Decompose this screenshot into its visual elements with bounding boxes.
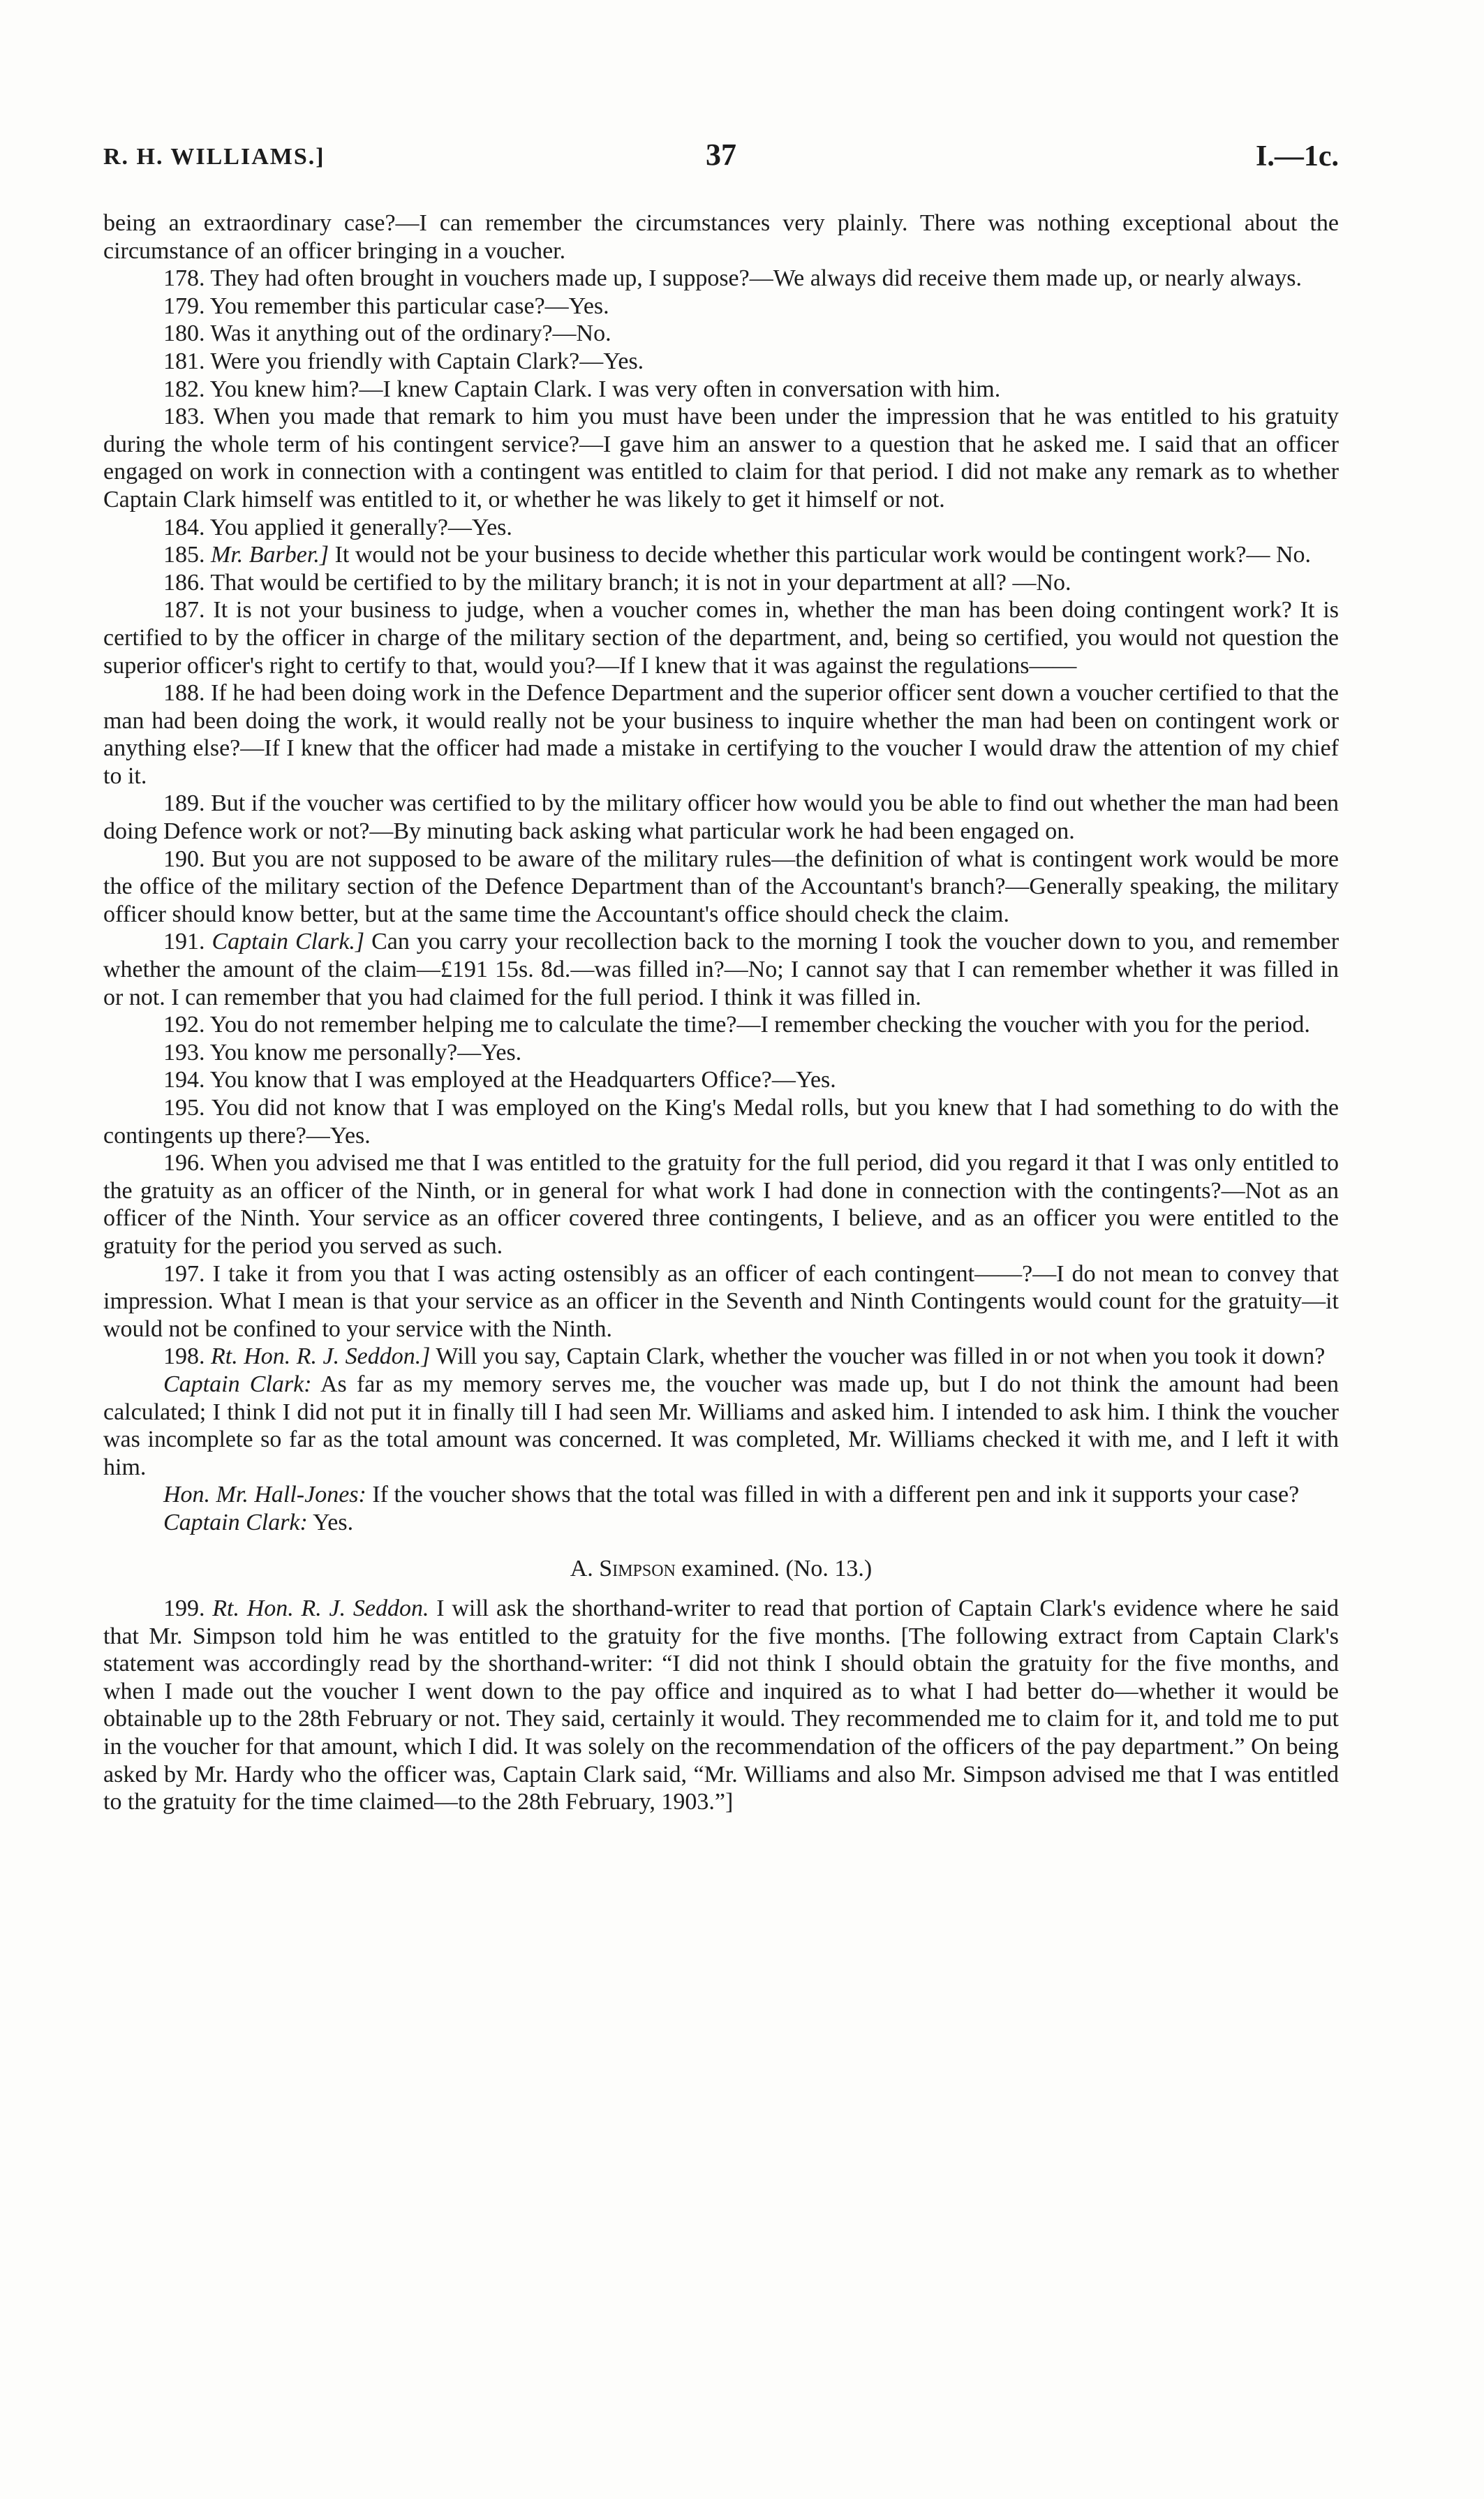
question-195: 195. You did not know that I was employed on the King's Medal rolls, but you knew that I had something to do with the contingents up there?—Yes.: [103, 1095, 1339, 1149]
question-185: 185. Mr. Barber.] It would not be your business to decide whether this particular work would be contingent work?— No.: [163, 542, 1311, 568]
question-181: 181. Were you friendly with Captain Clark?—Yes.: [163, 348, 644, 374]
question-number: 191.: [163, 929, 205, 955]
question-178: 178. They had often brought in vouchers made up, I suppose?—We always did receive them made up, or nearly always.: [163, 265, 1302, 292]
question-number: 199.: [163, 1595, 205, 1622]
speaker: Hon. Mr. Hall-Jones:: [163, 1482, 366, 1508]
question-198: 198. Rt. Hon. R. J. Seddon.] Will you say, Captain Clark, whether the voucher was filled in or not when you took it down?: [163, 1343, 1326, 1370]
paragraph-continued: being an extraordinary case?—I can remember the circumstances very plainly. There was nothing exceptional about the circumstance of an officer bringing in a voucher.: [103, 210, 1339, 264]
question-193: 193. You know me personally?—Yes.: [163, 1039, 522, 1066]
speaker: Rt. Hon. R. J. Seddon.]: [211, 1343, 431, 1370]
question-199: 199. Rt. Hon. R. J. Seddon. I will ask the shorthand-writer to read that portion of Captain Clark's evidence where he said that Mr. Simpson told him he was entitled to the gratuity for the five months. [The following extract from Captain Clark's statement was accordingly read by the shorthand-writer: “I did not think I should obtain the gratuity for the five months, and when I made out the voucher I went down to the pay office and inquired as to what I had better do—whether it would be obtainable up to the 28th February or not. They said, certainly it would. They recommended me to claim for it, and told me to put in the voucher for that amount, which I did. It was solely on the recommendation of the officers of the pay department.” On being asked by Mr. Hardy who the officer was, Captain Clark said, “Mr. Williams and also Mr. Simpson advised me that I was entitled to the gratuity for the time claimed—to the 28th February, 1903.”]: [103, 1595, 1340, 1815]
page-header: [103, 137, 1339, 179]
speaker: Captain Clark.]: [212, 929, 365, 955]
speaker: Captain Clark:: [163, 1509, 308, 1535]
question-189: 189. But if the voucher was certified to by the military officer how would you be able to find out whether the man had been doing Defence work or not?—By minuting back asking what particular work he had been engaged on.: [103, 790, 1339, 845]
statement-captain-clark-reply: Captain Clark: Yes.: [163, 1509, 354, 1535]
question-194: 194. You know that I was employed at the Headquarters Office?—Yes.: [163, 1067, 836, 1093]
speaker: Rt. Hon. R. J. Seddon.: [212, 1595, 429, 1622]
question-190: 190. But you are not supposed to be aware of the military rules—the definition of what is contingent work would be more the office of the military section of the Defence Department than of the Accountant's branch?—Generally speaking, the military officer should know better, but at the same time the Accountant's office should check the claim.: [103, 846, 1339, 927]
section-heading: A. Simpson examined. (No. 13.): [570, 1555, 873, 1582]
question-179: 179. You remember this particular case?—Yes.: [163, 293, 609, 319]
question-187: 187. It is not your business to judge, when a voucher comes in, whether the man has been doing contingent work? It is certified to by the officer in charge of the military section of the department, and, being so certified, you would not question the superior officer's right to certify to that, would you?—If I knew that it was against the regulations——: [103, 597, 1339, 679]
speaker: Captain Clark:: [163, 1371, 312, 1397]
page-number: 37: [706, 138, 736, 172]
question-number: 198.: [163, 1343, 205, 1370]
witness-name: A. Simpson: [570, 1555, 676, 1582]
statement-captain-clark: Captain Clark: As far as my memory serves me, the voucher was made up, but I do not think the amount had been calculated; I think I did not put it in finally till I had seen Mr. Williams and asked him. I intended to ask him. I think the voucher was incomplete so far as the total amount was concerned. It was completed, Mr. Williams checked it with me, and I left it with him.: [103, 1371, 1340, 1480]
question-197: 197. I take it from you that I was acting ostensibly as an officer of each contingent——?—I do not mean to convey that impression. What I mean is that your service as an officer in the Seventh and Ninth Contingents would count for the gratuity—it would not be confined to your service with the Ninth.: [103, 1260, 1339, 1342]
question-186: 186. That would be certified to by the military branch; it is not in your department at all? —No.: [163, 569, 1071, 596]
question-184: 184. You applied it generally?—Yes.: [163, 514, 512, 540]
question-183: 183. When you made that remark to him you must have been under the impression that he was entitled to his gratuity during the whole term of his contingent service?—I gave him an answer to a question that he asked me. I said that an officer engaged on work in connection with a contingent was entitled to claim for that period. I did not make any remark as to whether Captain Clark himself was entitled to it, or whether he was likely to get it himself or not.: [103, 404, 1339, 513]
question-182: 182. You knew him?—I knew Captain Clark. I was very often in conversation with him.: [163, 376, 1001, 402]
question-191: 191. Captain Clark.] Can you carry your recollection back to the morning I took the voucher down to you, and remember whether the amount of the claim—£191 15s. 8d.—was filled in?—No; I cannot say that I can remember whether it was filled in or not. I can remember that you had claimed for the full period. I think it was filled in.: [103, 929, 1340, 1010]
running-head-witness: R. H. WILLIAMS.]: [103, 144, 325, 170]
speaker: Mr. Barber.]: [211, 542, 329, 568]
question-192: 192. You do not remember helping me to calculate the time?—I remember checking the voucher with you for the period.: [163, 1012, 1310, 1038]
question-number: 185.: [163, 542, 205, 568]
document-reference: I.—1c.: [1256, 140, 1339, 172]
question-196: 196. When you advised me that I was entitled to the gratuity for the full period, did you regard it that I was only entitled to the gratuity as an officer of the Ninth, or in general for what work I had done in connection with the contingents?—Not as an officer of the Ninth. Your service as an officer covered three contingents, I believe, and as an officer you were entitled to the gratuity for the period you served as such.: [103, 1150, 1339, 1259]
evidence-text: [103, 209, 1339, 1816]
question-180: 180. Was it anything out of the ordinary?—No.: [163, 320, 611, 347]
statement-hall-jones: Hon. Mr. Hall-Jones: If the voucher shows that the total was filled in with a different pen and ink it supports your case?: [163, 1482, 1300, 1508]
question-188: 188. If he had been doing work in the Defence Department and the superior officer sent down a voucher certified to that the man had been doing the work, it would really not be your business to inquire whether the man had been on contingent work or anything else?—If I knew that the officer had made a mistake in certifying to the voucher I would draw the attention of my chief to it.: [103, 680, 1339, 789]
